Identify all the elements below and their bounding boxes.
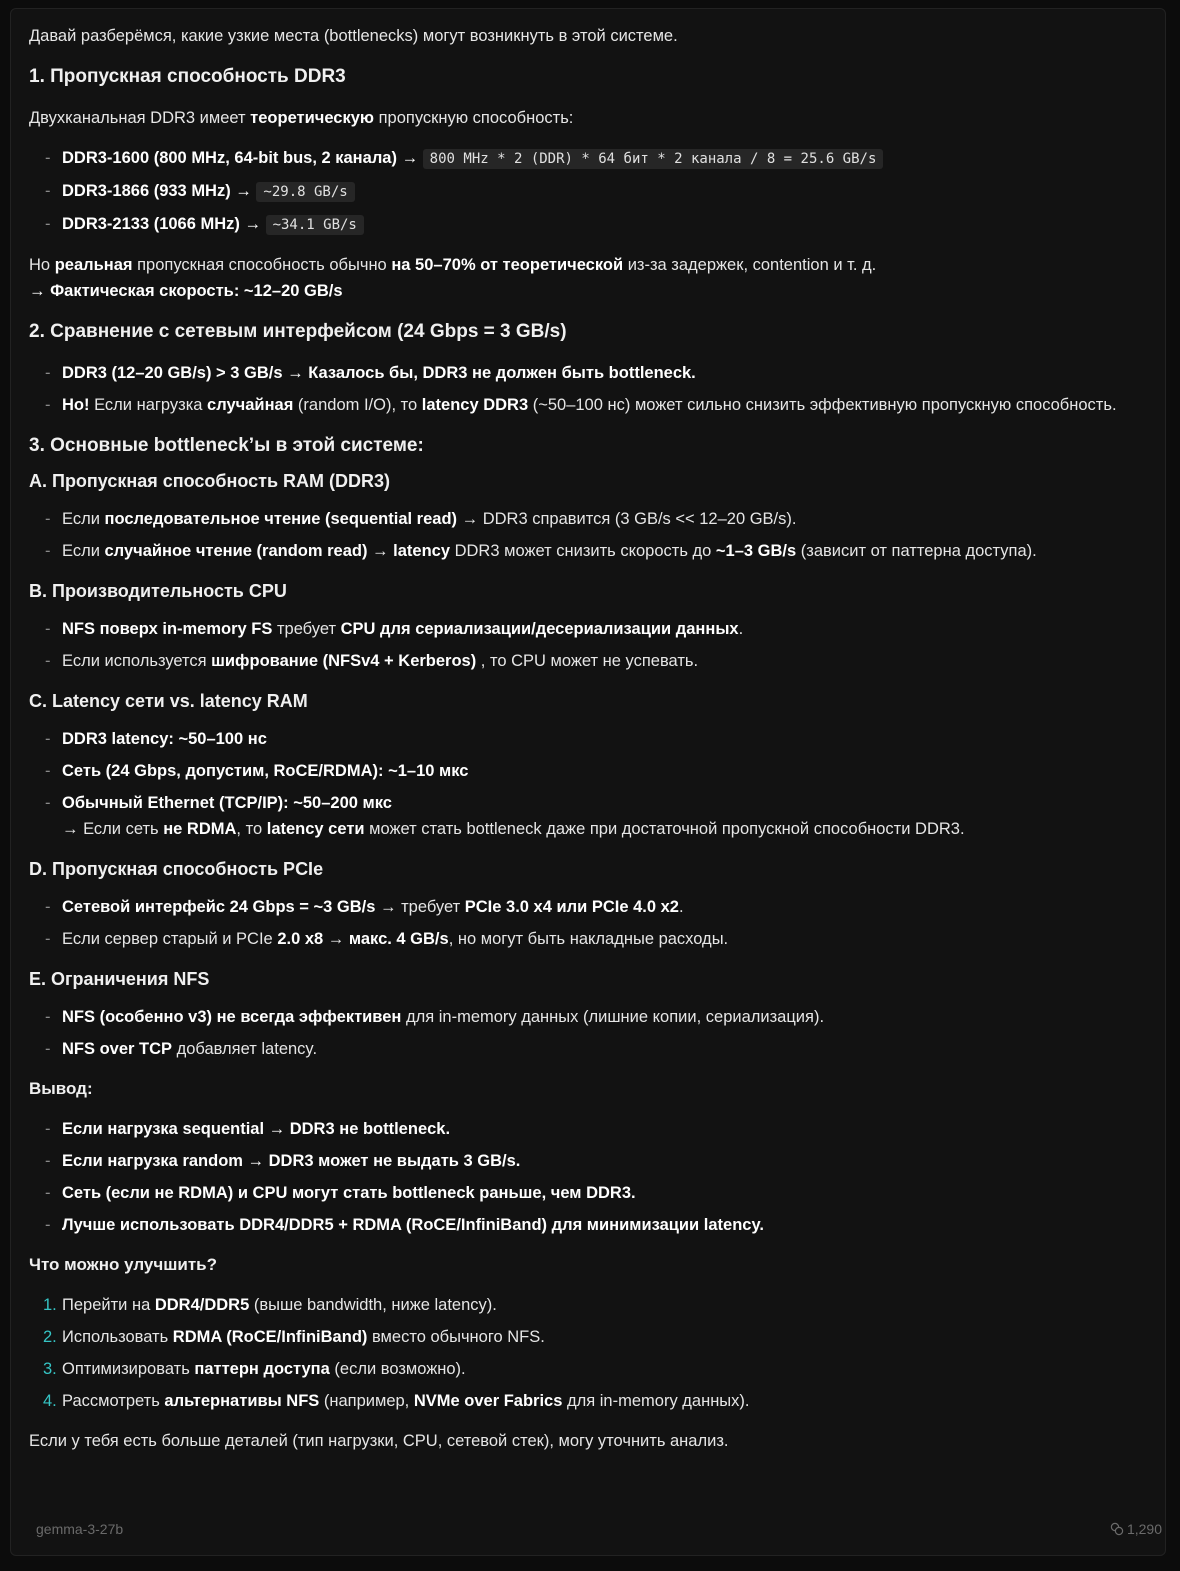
coins-icon: [1110, 1522, 1124, 1536]
ddr3-list: [29, 145, 1165, 238]
list-item: - Если случайное чтение (random read) → latency DDR3 может снизить скорость до ~1–3 GB/s (зависит от паттерна доступа).: [29, 538, 1165, 564]
subsection-d-title: D. Пропускная способность PCIe: [29, 859, 324, 879]
section-2-title: 2. Сравнение с сетевым интерфейсом (24 Gbps = 3 GB/s): [29, 321, 567, 342]
improve-title: Что можно улучшить?: [29, 1255, 218, 1274]
conclusion-list: [29, 1116, 1165, 1238]
subsection-c-title: C. Latency сети vs. latency RAM: [29, 691, 308, 711]
list-item: - Лучше использовать DDR4/DDR5 + RDMA (RoCE/InfiniBand) для минимизации latency.: [29, 1212, 1165, 1238]
subsection-e-title: E. Ограничения NFS: [29, 969, 210, 989]
cpu-list: [29, 616, 1165, 674]
pcie-list: [29, 894, 1165, 952]
list-item: 2. Использовать RDMA (RoCE/InfiniBand) вместо обычного NFS.: [43, 1328, 545, 1346]
list-item: - NFS (особенно v3) не всегда эффективен для in-memory данных (лишние копии, сериализация).: [29, 1004, 1165, 1030]
list-item: - DDR3-1600 (800 MHz, 64-bit bus, 2 канала) → 800 MHz * 2 (DDR) * 64 бит * 2 канала / 8 = 25.6 GB/s: [29, 145, 1165, 172]
list-item-sub: → Если сеть не RDMA, то latency сети может стать bottleneck даже при достаточной пропускной способности DDR3.: [62, 820, 965, 838]
list-item: 1. Перейти на DDR4/DDR5 (выше bandwidth, ниже latency).: [43, 1296, 497, 1314]
conclusion-title: Вывод:: [29, 1079, 93, 1098]
real-bandwidth-text: Но реальная пропускная способность обычно на 50–70% от теоретической из-за задержек, contention и т. д.: [29, 256, 877, 274]
list-item: - Сетевой интерфейс 24 Gbps = ~3 GB/s → требует PCIe 3.0 x4 или PCIe 4.0 x2.: [29, 894, 1165, 920]
network-list: [29, 360, 1165, 418]
intro-text: Давай разберёмся, какие узкие места (bottlenecks) могут возникнуть в этой системе.: [29, 27, 678, 45]
ram-list: [29, 506, 1165, 564]
list-item: - DDR3-2133 (1066 MHz) → ~34.1 GB/s: [29, 211, 1165, 238]
code-inline: 800 MHz * 2 (DDR) * 64 бит * 2 канала / 8 = 25.6 GB/s: [423, 149, 884, 169]
subsection-b-title: B. Производительность CPU: [29, 581, 287, 601]
list-item: - DDR3 (12–20 GB/s) > 3 GB/s → Казалось бы, DDR3 не должен быть bottleneck.: [29, 360, 1165, 386]
section-3-title: 3. Основные bottleneck’ы в этой системе:: [29, 435, 424, 456]
list-item: - Если используется шифрование (NFSv4 + Kerberos) , то CPU может не успевать.: [29, 648, 1165, 674]
closing-text: Если у тебя есть больше деталей (тип нагрузки, CPU, сетевой стек), могу уточнить анализ.: [29, 1432, 729, 1450]
model-name: gemma-3-27b: [36, 1521, 124, 1537]
list-item: - Если нагрузка random → DDR3 может не выдать 3 GB/s.: [29, 1148, 1165, 1174]
token-count: 1,290: [1110, 1516, 1162, 1542]
actual-speed-text: → Фактическая скорость: ~12–20 GB/s: [29, 282, 343, 300]
list-item: - Сеть (24 Gbps, допустим, RoCE/RDMA): ~1–10 мкс: [29, 758, 1165, 784]
list-item: - Но! Если нагрузка случайная (random I/O), то latency DDR3 (~50–100 нс) может сильно снизить эффективную пропускную способность.: [29, 392, 1165, 418]
nfs-list: [29, 1004, 1165, 1062]
code-inline: ~34.1 GB/s: [266, 215, 364, 235]
list-item: - NFS over TCP добавляет latency.: [29, 1036, 1165, 1062]
list-item: 4. Рассмотреть альтернативы NFS (например, NVMe over Fabrics для in-memory данных).: [43, 1392, 750, 1410]
list-item: - NFS поверх in-memory FS требует CPU для сериализации/десериализации данных.: [29, 616, 1165, 642]
section-1-title: 1. Пропускная способность DDR3: [29, 66, 346, 87]
list-item: - DDR3 latency: ~50–100 нс: [29, 726, 1165, 752]
latency-list: [29, 726, 1165, 842]
chat-message: [10, 8, 1166, 1556]
message-footer: [36, 1516, 1162, 1542]
code-inline: ~29.8 GB/s: [256, 182, 354, 202]
list-item: - Сеть (если не RDMA) и CPU могут стать bottleneck раньше, чем DDR3.: [29, 1180, 1165, 1206]
list-item: - Обычный Ethernet (TCP/IP): ~50–200 мкс → Если сеть не RDMA, то latency сети может стать bottleneck даже при достаточной пропускной способности DDR3.: [29, 790, 1165, 842]
subsection-a-title: A. Пропускная способность RAM (DDR3): [29, 471, 391, 491]
list-item: - Если последовательное чтение (sequential read) → DDR3 справится (3 GB/s << 12–20 GB/s).: [29, 506, 1165, 532]
list-item: 3. Оптимизировать паттерн доступа (если возможно).: [43, 1360, 466, 1378]
list-item: - Если нагрузка sequential → DDR3 не bottleneck.: [29, 1116, 1165, 1142]
section-1-para: Двухканальная DDR3 имеет теоретическую пропускную способность:: [29, 109, 574, 127]
list-item: - Если сервер старый и PCIe 2.0 x8 → макс. 4 GB/s, но могут быть накладные расходы.: [29, 926, 1165, 952]
improve-list: [29, 1292, 1165, 1414]
list-item: - DDR3-1866 (933 MHz) → ~29.8 GB/s: [29, 178, 1165, 205]
